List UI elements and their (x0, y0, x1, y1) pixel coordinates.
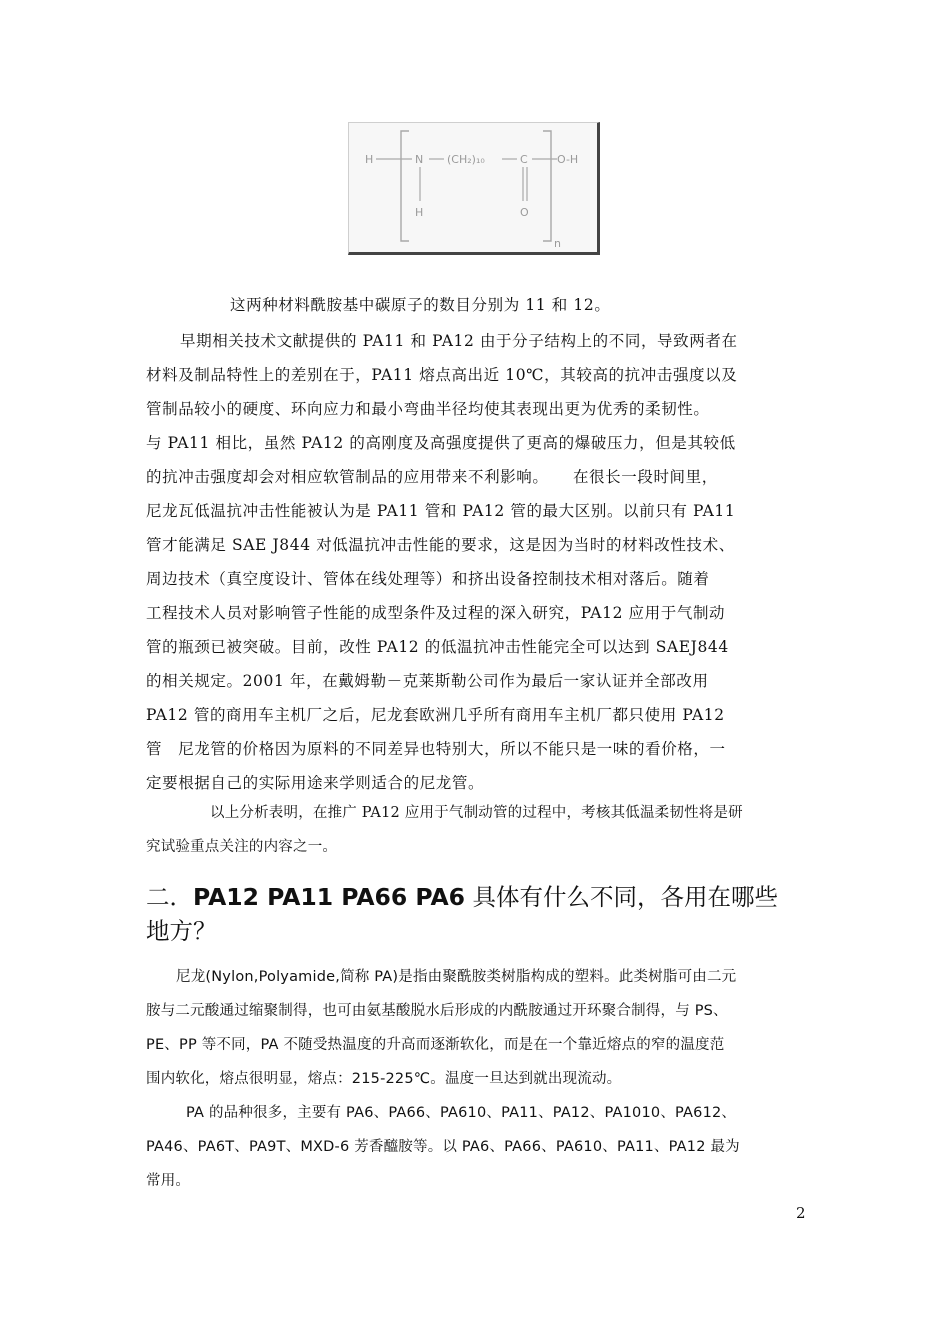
text-line: 常用。 (146, 1173, 191, 1189)
paragraph-amide-carbon (230, 288, 890, 322)
heading-rest: 具体有什么不同，各用在哪些 (465, 883, 779, 911)
atom-h-bottom: H (415, 206, 424, 219)
paragraph-pa-varieties (146, 1096, 806, 1198)
text-line: 管的瓶颈已被突破。目前，改性 PA12 的低温抗冲击性能完全可以达到 SAEJ844 (146, 638, 729, 656)
chain-group: (CH₂)₁₀ (447, 153, 485, 166)
text-line: 这两种材料酰胺基中碳原子的数目分别为 11 和 12。 (230, 296, 611, 314)
text-line: 定要根据自己的实际用途来学则适合的尼龙管。 (146, 774, 485, 792)
text-line: 管才能满足 SAE J844 对低温抗冲击性能的要求，这是因为当时的材料改性技术、 (146, 536, 735, 554)
heading-line-2: 地方？ (146, 917, 217, 945)
atom-c: C (520, 153, 528, 166)
right-bracket (543, 131, 551, 241)
text-line: 围内软化，熔点很明显，熔点：215-225℃。温度一旦达到就出现流动。 (146, 1071, 622, 1087)
paragraph-analysis-conclusion (146, 796, 806, 864)
heading-bold-part: PA12 PA11 PA66 PA6 (193, 883, 466, 911)
text-line: 的相关规定。2001 年，在戴姆勒－克莱斯勒公司作为最后一家认证并全部改用 (146, 672, 709, 690)
repeat-subscript: n (554, 237, 561, 250)
text-line: PA 的品种很多，主要有 PA6、PA66、PA610、PA11、PA12、PA1010、PA612、 (186, 1105, 737, 1121)
hydroxyl-group: O-H (557, 153, 579, 166)
text-line: PA46、PA6T、PA9T、MXD-6 芳香醯胺等。以 PA6、PA66、PA610、PA11、PA12 最为 (146, 1139, 740, 1155)
atom-o-bottom: O (520, 206, 529, 219)
text-line: PA12 管的商用车主机厂之后，尼龙套欧洲几乎所有商用车主机厂都只使用 PA12 (146, 706, 725, 724)
text-line: 胺与二元酸通过缩聚制得，也可由氨基酸脱水后形成的内酰胺通过开环聚合制得，与 PS、 (146, 1003, 728, 1019)
text-line: 的抗冲击强度却会对相应软管制品的应用带来不利影响。 在很长一段时间里， (146, 468, 718, 486)
text-line: 周边技术（真空度设计、管体在线处理等）和挤出设备控制技术相对落后。随着 (146, 570, 710, 588)
chemical-structure-figure (348, 122, 600, 255)
text-line: 尼龙瓦低温抗冲击性能被认为是 PA11 管和 PA12 管的最大区别。以前只有 PA11 (146, 502, 736, 520)
text-line: PE、PP 等不同，PA 不随受热温度的升高而逐渐软化，而是在一个靠近熔点的窄的温度范 (146, 1037, 725, 1053)
polyamide-structure-diagram (349, 123, 598, 253)
atom-n: N (415, 153, 424, 166)
text-line: 以上分析表明，在推广 PA12 应用于气制动管的过程中，考核其低温柔韧性将是研 (210, 805, 743, 821)
text-line: 究试验重点关注的内容之一。 (146, 839, 338, 855)
page-number: 2 (796, 1204, 806, 1222)
heading-prefix: 二． (146, 883, 193, 911)
text-line: 早期相关技术文献提供的 PA11 和 PA12 由于分子结构上的不同，导致两者在 (180, 332, 738, 350)
paragraph-nylon-definition (146, 960, 806, 1096)
text-line: 与 PA11 相比，虽然 PA12 的高刚度及高强度提供了更高的爆破压力，但是其较低 (146, 434, 736, 452)
paragraph-pa11-pa12-comparison (146, 324, 806, 800)
text-line: 工程技术人员对影响管子性能的成型条件及过程的深入研究，PA12 应用于气制动 (146, 604, 726, 622)
left-bracket (401, 131, 409, 241)
text-line: 材料及制品特性上的差别在于，PA11 熔点高出近 10℃，其较高的抗冲击强度以及 (146, 366, 738, 384)
text-line: 管制品较小的硬度、环向应力和最小弯曲半径均使其表现出更为优秀的柔韧性。 (146, 400, 710, 418)
section-heading (146, 880, 816, 948)
text-line: 尼龙(Nylon,Polyamide,简称 PA)是指由聚酰胺类树脂构成的塑料。此类树脂可由二元 (176, 969, 737, 985)
atom-h-left: H (365, 153, 374, 166)
text-line: 管 尼龙管的价格因为原料的不同差异也特别大，所以不能只是一味的看价格，一 (146, 740, 726, 758)
